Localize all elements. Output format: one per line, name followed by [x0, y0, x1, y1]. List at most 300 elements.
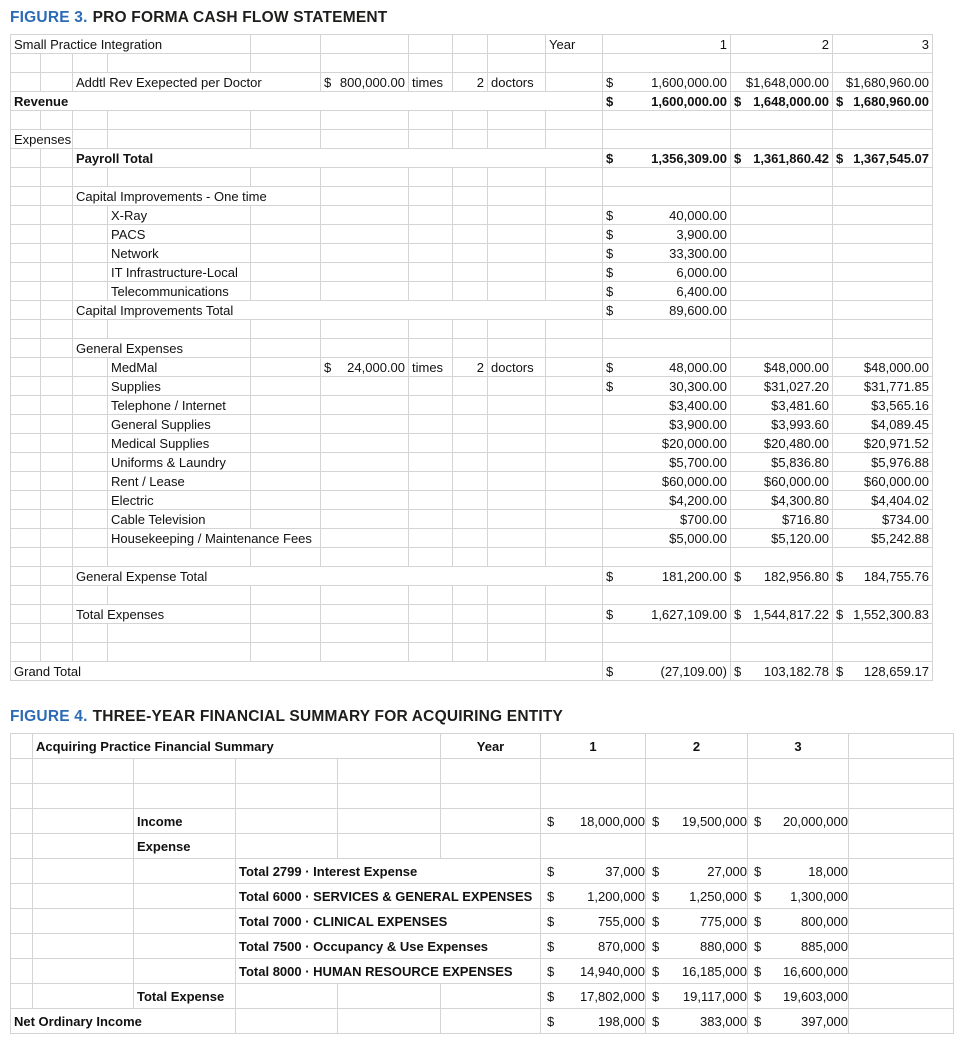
empty-cell: [748, 759, 849, 784]
label-cell: Acquiring Practice Financial Summary: [33, 734, 441, 759]
amount-cell: [541, 909, 646, 934]
empty-cell: [833, 548, 933, 567]
label-cell: General Expenses: [73, 339, 251, 358]
empty-cell: [251, 339, 321, 358]
empty-cell: [453, 339, 488, 358]
empty-cell: [849, 759, 954, 784]
empty-cell: [321, 377, 409, 396]
empty-cell: [546, 54, 603, 73]
empty-cell: [409, 263, 453, 282]
empty-cell: [108, 111, 251, 130]
empty-cell: [251, 586, 321, 605]
empty-cell: [453, 168, 488, 187]
amount: 33,300.00: [669, 245, 727, 261]
empty-cell: [73, 320, 108, 339]
empty-cell: [603, 130, 731, 149]
empty-cell: [731, 54, 833, 73]
empty-cell: [41, 168, 73, 187]
spreadsheet-row: [11, 168, 933, 187]
empty-cell: [251, 472, 321, 491]
amount: 800,000.00: [339, 74, 405, 90]
empty-cell: [409, 586, 453, 605]
figure4-spreadsheet: [10, 733, 954, 1034]
empty-cell: [11, 984, 33, 1009]
empty-cell: [849, 884, 954, 909]
spreadsheet-row: [11, 491, 933, 510]
empty-cell: [236, 834, 338, 859]
amount: 19,500,000: [681, 813, 748, 829]
empty-cell: [453, 548, 488, 567]
empty-cell: [731, 586, 833, 605]
currency-symbol: $: [606, 302, 614, 318]
spreadsheet-row: [11, 35, 933, 54]
empty-cell: [11, 809, 33, 834]
currency-symbol: $: [754, 963, 762, 979]
empty-cell: [41, 586, 73, 605]
label-cell: $60,000.00: [833, 472, 933, 491]
amount-cell: [603, 149, 731, 168]
empty-cell: [546, 415, 603, 434]
empty-cell: [488, 624, 546, 643]
empty-cell: [731, 187, 833, 206]
empty-cell: [251, 244, 321, 263]
empty-cell: [41, 567, 73, 586]
figure4-caption-label: FIGURE 4.: [10, 708, 88, 725]
empty-cell: [11, 282, 41, 301]
empty-cell: [236, 809, 338, 834]
label-cell: Year: [546, 35, 603, 54]
empty-cell: [603, 643, 731, 662]
empty-cell: [73, 244, 108, 263]
empty-cell: [849, 959, 954, 984]
empty-cell: [108, 168, 251, 187]
empty-cell: [546, 548, 603, 567]
amount: 1,300,000: [790, 888, 849, 904]
empty-cell: [488, 35, 546, 54]
amount: 128,659.17: [863, 663, 929, 679]
spreadsheet-row: [11, 358, 933, 377]
spreadsheet-row: [11, 605, 933, 624]
label-cell: PACS: [108, 225, 251, 244]
label-cell: $5,700.00: [603, 453, 731, 472]
empty-cell: [409, 244, 453, 263]
empty-cell: [11, 472, 41, 491]
empty-cell: [453, 111, 488, 130]
empty-cell: [453, 263, 488, 282]
currency-symbol: $: [547, 988, 555, 1004]
empty-cell: [11, 548, 41, 567]
empty-cell: [11, 187, 41, 206]
empty-cell: [321, 187, 409, 206]
label-cell: Supplies: [108, 377, 251, 396]
empty-cell: [441, 759, 541, 784]
empty-cell: [321, 491, 409, 510]
empty-cell: [11, 909, 33, 934]
empty-cell: [73, 643, 108, 662]
empty-cell: [488, 130, 546, 149]
empty-cell: [409, 434, 453, 453]
empty-cell: [409, 54, 453, 73]
currency-symbol: $: [734, 150, 742, 166]
amount: 27,000: [707, 863, 748, 879]
label-cell: $4,404.02: [833, 491, 933, 510]
label-cell: doctors: [488, 73, 546, 92]
empty-cell: [731, 301, 833, 320]
empty-cell: [849, 834, 954, 859]
empty-cell: [236, 759, 338, 784]
amount: 40,000.00: [669, 207, 727, 223]
empty-cell: [41, 149, 73, 168]
empty-cell: [134, 959, 236, 984]
empty-cell: [108, 130, 251, 149]
empty-cell: [488, 225, 546, 244]
empty-cell: [321, 282, 409, 301]
empty-cell: [748, 784, 849, 809]
amount: 198,000: [598, 1013, 646, 1029]
label-cell: Year: [441, 734, 541, 759]
currency-symbol: $: [606, 378, 614, 394]
currency-symbol: $: [606, 74, 614, 90]
currency-symbol: $: [734, 606, 742, 622]
label-cell: $4,200.00: [603, 491, 731, 510]
empty-cell: [409, 643, 453, 662]
empty-cell: [833, 301, 933, 320]
label-cell: Expense: [134, 834, 236, 859]
empty-cell: [41, 472, 73, 491]
currency-symbol: $: [836, 93, 844, 109]
amount: 1,250,000: [689, 888, 748, 904]
empty-cell: [488, 510, 546, 529]
spreadsheet-row: [11, 959, 954, 984]
amount: 1,600,000.00: [651, 93, 727, 109]
currency-symbol: $: [606, 150, 614, 166]
amount-cell: [646, 809, 748, 834]
empty-cell: [833, 130, 933, 149]
empty-cell: [409, 377, 453, 396]
empty-cell: [546, 130, 603, 149]
empty-cell: [321, 320, 409, 339]
label-cell: 3: [748, 734, 849, 759]
spreadsheet-row: [11, 225, 933, 244]
empty-cell: [321, 415, 409, 434]
amount: 181,200.00: [661, 568, 727, 584]
empty-cell: [33, 934, 134, 959]
empty-cell: [11, 320, 41, 339]
empty-cell: [251, 130, 321, 149]
label-cell: $5,242.88: [833, 529, 933, 548]
empty-cell: [321, 586, 409, 605]
amount: 800,000: [801, 913, 849, 929]
empty-cell: [546, 434, 603, 453]
currency-symbol: $: [547, 863, 555, 879]
label-cell: Net Ordinary Income: [11, 1009, 236, 1034]
empty-cell: [731, 339, 833, 358]
label-cell: Income: [134, 809, 236, 834]
spreadsheet-row: [11, 434, 933, 453]
spreadsheet-row: [11, 884, 954, 909]
amount-cell: [748, 884, 849, 909]
empty-cell: [73, 548, 108, 567]
empty-cell: [251, 396, 321, 415]
currency-symbol: $: [734, 568, 742, 584]
empty-cell: [41, 491, 73, 510]
amount-cell: [748, 859, 849, 884]
amount-cell: [603, 73, 731, 92]
empty-cell: [73, 168, 108, 187]
label-cell: $1,648,000.00: [731, 73, 833, 92]
empty-cell: [453, 244, 488, 263]
currency-symbol: $: [606, 207, 614, 223]
empty-cell: [488, 187, 546, 206]
empty-cell: [603, 111, 731, 130]
label-cell: Network: [108, 244, 251, 263]
empty-cell: [251, 358, 321, 377]
empty-cell: [409, 548, 453, 567]
empty-cell: [321, 35, 409, 54]
empty-cell: [731, 130, 833, 149]
empty-cell: [546, 73, 603, 92]
empty-cell: [108, 643, 251, 662]
spreadsheet-row: [11, 809, 954, 834]
empty-cell: [488, 377, 546, 396]
empty-cell: [321, 225, 409, 244]
amount-cell: [646, 959, 748, 984]
currency-symbol: $: [606, 568, 614, 584]
empty-cell: [251, 282, 321, 301]
empty-cell: [251, 491, 321, 510]
empty-cell: [41, 434, 73, 453]
empty-cell: [73, 491, 108, 510]
amount: 1,552,300.83: [853, 606, 929, 622]
empty-cell: [11, 759, 33, 784]
empty-cell: [11, 244, 41, 263]
amount-cell: [833, 92, 933, 111]
spreadsheet-row: [11, 73, 933, 92]
amount: 30,300.00: [669, 378, 727, 394]
empty-cell: [11, 529, 41, 548]
empty-cell: [409, 415, 453, 434]
empty-cell: [453, 624, 488, 643]
amount-cell: [541, 959, 646, 984]
amount-cell: [731, 662, 833, 681]
empty-cell: [849, 1009, 954, 1034]
amount: 1,627,109.00: [651, 606, 727, 622]
empty-cell: [603, 54, 731, 73]
empty-cell: [321, 54, 409, 73]
empty-cell: [488, 339, 546, 358]
empty-cell: [546, 111, 603, 130]
empty-cell: [731, 624, 833, 643]
label-cell: Small Practice Integration: [11, 35, 251, 54]
spreadsheet-row: [11, 244, 933, 263]
empty-cell: [41, 605, 73, 624]
label-cell: Total Expenses: [73, 605, 251, 624]
empty-cell: [833, 320, 933, 339]
amount-cell: [603, 244, 731, 263]
currency-symbol: $: [606, 359, 614, 375]
empty-cell: [603, 339, 731, 358]
label-cell: $4,089.45: [833, 415, 933, 434]
empty-cell: [321, 529, 409, 548]
label-cell: $5,836.80: [731, 453, 833, 472]
empty-cell: [546, 206, 603, 225]
empty-cell: [453, 206, 488, 225]
currency-symbol: $: [606, 606, 614, 622]
amount-cell: [748, 934, 849, 959]
empty-cell: [251, 453, 321, 472]
amount-cell: [541, 859, 646, 884]
empty-cell: [409, 206, 453, 225]
label-cell: $3,900.00: [603, 415, 731, 434]
empty-cell: [73, 263, 108, 282]
figure4-caption: [10, 708, 956, 726]
empty-cell: [321, 244, 409, 263]
currency-symbol: $: [606, 663, 614, 679]
empty-cell: [409, 187, 453, 206]
empty-cell: [731, 282, 833, 301]
empty-cell: [546, 244, 603, 263]
amount: 383,000: [700, 1013, 748, 1029]
empty-cell: [251, 111, 321, 130]
label-cell: Total 7000 · CLINICAL EXPENSES: [236, 909, 541, 934]
currency-symbol: $: [734, 663, 742, 679]
amount: 1,361,860.42: [753, 150, 829, 166]
amount: 20,000,000: [782, 813, 849, 829]
amount-cell: [541, 984, 646, 1009]
empty-cell: [134, 859, 236, 884]
empty-cell: [409, 624, 453, 643]
currency-symbol: $: [324, 359, 332, 375]
empty-cell: [11, 934, 33, 959]
empty-cell: [321, 624, 409, 643]
empty-cell: [108, 624, 251, 643]
amount: (27,109.00): [660, 663, 727, 679]
empty-cell: [251, 225, 321, 244]
amount-cell: [646, 859, 748, 884]
empty-cell: [546, 320, 603, 339]
currency-symbol: $: [606, 245, 614, 261]
empty-cell: [41, 320, 73, 339]
empty-cell: [41, 529, 73, 548]
label-cell: 2: [453, 358, 488, 377]
amount: 19,117,000: [682, 988, 748, 1004]
label-cell: $700.00: [603, 510, 731, 529]
empty-cell: [321, 472, 409, 491]
empty-cell: [546, 263, 603, 282]
spreadsheet-row: [11, 586, 933, 605]
empty-cell: [251, 643, 321, 662]
empty-cell: [453, 529, 488, 548]
label-cell: Electric: [108, 491, 251, 510]
label-cell: Capital Improvements Total: [73, 301, 603, 320]
label-cell: $60,000.00: [731, 472, 833, 491]
label-cell: Capital Improvements - One time: [73, 187, 321, 206]
spreadsheet-row: [11, 662, 933, 681]
empty-cell: [488, 643, 546, 662]
empty-cell: [73, 529, 108, 548]
empty-cell: [338, 784, 441, 809]
amount: 6,400.00: [676, 283, 727, 299]
empty-cell: [41, 453, 73, 472]
empty-cell: [833, 244, 933, 263]
amount-cell: [321, 358, 409, 377]
amount: 1,200,000: [587, 888, 646, 904]
spreadsheet-row: [11, 548, 933, 567]
empty-cell: [11, 168, 41, 187]
spreadsheet-row: [11, 734, 954, 759]
amount: 19,603,000: [782, 988, 849, 1004]
empty-cell: [73, 54, 108, 73]
empty-cell: [251, 263, 321, 282]
amount: 775,000: [700, 913, 748, 929]
amount-cell: [731, 92, 833, 111]
empty-cell: [546, 168, 603, 187]
currency-symbol: $: [606, 283, 614, 299]
empty-cell: [731, 263, 833, 282]
spreadsheet-row: [11, 92, 933, 111]
empty-cell: [603, 624, 731, 643]
empty-cell: [441, 809, 541, 834]
label-cell: $20,971.52: [833, 434, 933, 453]
currency-symbol: $: [754, 863, 762, 879]
empty-cell: [849, 809, 954, 834]
empty-cell: [11, 784, 33, 809]
currency-symbol: $: [547, 938, 555, 954]
empty-cell: [603, 586, 731, 605]
empty-cell: [546, 453, 603, 472]
label-cell: Addtl Rev Exepected per Doctor: [73, 73, 321, 92]
currency-symbol: $: [652, 813, 660, 829]
empty-cell: [488, 244, 546, 263]
currency-symbol: $: [754, 888, 762, 904]
empty-cell: [453, 130, 488, 149]
empty-cell: [108, 586, 251, 605]
empty-cell: [41, 358, 73, 377]
empty-cell: [441, 984, 541, 1009]
figure3-caption: [10, 0, 956, 27]
empty-cell: [73, 453, 108, 472]
empty-cell: [236, 1009, 338, 1034]
amount: 1,600,000.00: [651, 74, 727, 90]
empty-cell: [453, 320, 488, 339]
empty-cell: [546, 225, 603, 244]
amount-cell: [603, 662, 731, 681]
amount: 1,544,817.22: [753, 606, 829, 622]
empty-cell: [441, 834, 541, 859]
empty-cell: [11, 624, 41, 643]
spreadsheet-row: [11, 453, 933, 472]
empty-cell: [409, 168, 453, 187]
empty-cell: [321, 643, 409, 662]
label-cell: 2: [731, 35, 833, 54]
empty-cell: [833, 263, 933, 282]
empty-cell: [11, 73, 41, 92]
currency-symbol: $: [324, 74, 332, 90]
empty-cell: [251, 54, 321, 73]
empty-cell: [833, 187, 933, 206]
empty-cell: [251, 35, 321, 54]
empty-cell: [321, 339, 409, 358]
empty-cell: [488, 320, 546, 339]
currency-symbol: $: [606, 93, 614, 109]
spreadsheet-row: [11, 759, 954, 784]
empty-cell: [338, 1009, 441, 1034]
empty-cell: [11, 453, 41, 472]
label-cell: 1: [603, 35, 731, 54]
empty-cell: [251, 548, 321, 567]
empty-cell: [41, 643, 73, 662]
empty-cell: [488, 282, 546, 301]
